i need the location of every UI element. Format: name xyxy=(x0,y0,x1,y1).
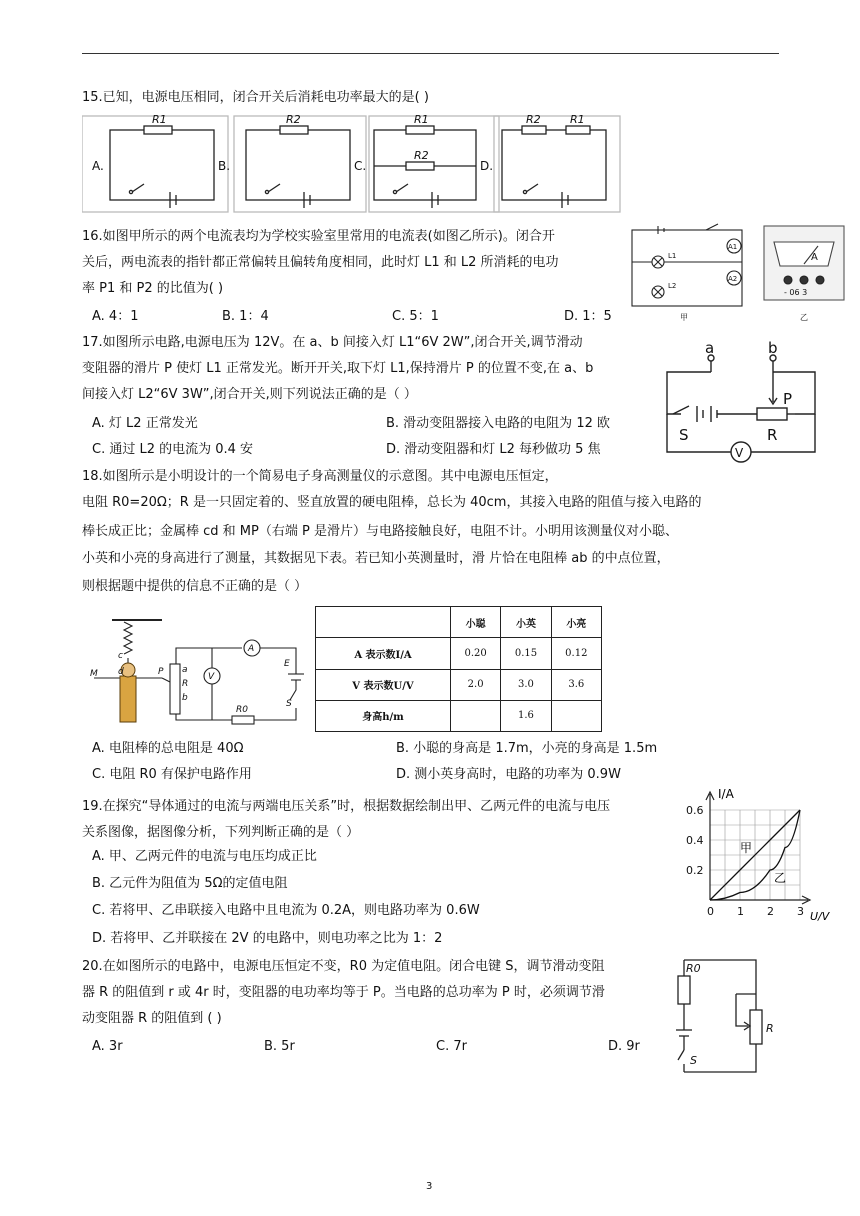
table-cell xyxy=(450,700,500,731)
series-label-yi: 乙 xyxy=(774,871,787,885)
x-tick-label: 3 xyxy=(797,905,804,918)
q18-option-d: D. 测小英身高时，电路的功率为 0.9W xyxy=(396,767,621,782)
q15-c-r2-label: R2 xyxy=(414,149,429,162)
q17-option-b: B. 滑动变阻器接入电路的电阻为 12 欧 xyxy=(386,416,610,431)
q19-option-b: B. 乙元件为阻值为 5Ω的定值电阻 xyxy=(92,876,288,891)
q15-a-r1-label: R1 xyxy=(152,113,167,126)
q19-line-2: 关系图像，据图像分析，下列判断正确的是（ ） xyxy=(82,825,360,840)
q15-circuit-diagrams xyxy=(82,112,622,218)
q17-option-d: D. 滑动变阻器和灯 L2 每秒做功 5 焦 xyxy=(386,442,601,457)
q16-figures xyxy=(628,222,848,324)
q18-line-5: 则根据题中提供的信息不正确的是（ ） xyxy=(82,579,308,594)
q18-rod-b: b xyxy=(182,693,188,703)
table-cell: A 表示数I/A xyxy=(316,638,451,669)
table-row xyxy=(316,669,602,700)
table-header-cell: 小英 xyxy=(501,607,551,638)
q15-option-b: B. xyxy=(218,159,231,173)
q16-meter-a-label: A xyxy=(811,252,818,263)
table-cell: 1.6 xyxy=(501,700,551,731)
q16-option-c: C. 5：1 xyxy=(392,309,439,324)
q18-label-c: c xyxy=(118,651,123,661)
q18-data-table xyxy=(315,606,602,732)
table-row xyxy=(316,607,602,638)
q15-d-r2-label: R2 xyxy=(526,113,541,126)
q16-option-d: D. 1：5 xyxy=(564,309,612,324)
q15-option-a: A. xyxy=(92,159,104,173)
y-tick-label: 0.4 xyxy=(686,834,704,847)
q18-line-1: 18.如图所示是小明设计的一个简易电子身高测量仪的示意图。其中电源电压恒定， xyxy=(82,469,558,484)
q16-option-b: B. 1：4 xyxy=(222,309,269,324)
q20-stem xyxy=(82,954,682,1032)
q18-voltmeter-v: V xyxy=(208,672,215,682)
q16-l2-label: L2 xyxy=(668,282,677,290)
q19-stem xyxy=(82,794,682,846)
series-label-jia: 甲 xyxy=(740,841,753,855)
q16-meter-scale: - 06 3 xyxy=(784,288,808,297)
q16-line-3: 率 P1 和 P2 的比值为( ) xyxy=(82,281,224,296)
q18-option-a: A. 电阻棒的总电阻是 40Ω xyxy=(92,741,244,756)
table-row xyxy=(316,700,602,731)
q17-terminal-b: b xyxy=(768,340,778,357)
q19-iu-chart xyxy=(684,784,840,926)
q19-option-d: D. 若将甲、乙并联接在 2V 的电路中，则电功率之比为 1：2 xyxy=(92,931,443,946)
x-axis-label: U/V xyxy=(810,910,830,923)
q20-option-a: A. 3r xyxy=(92,1039,123,1054)
table-cell: 0.15 xyxy=(501,638,551,669)
q18-label-m: M xyxy=(90,669,98,679)
q19-line-1: 19.在探究“导体通过的电流与两端电压关系”时，根据数据绘制出甲、乙两元件的电流与电压 xyxy=(82,799,611,814)
q20-s-label: S xyxy=(690,1054,697,1067)
table-cell: 身高h/m xyxy=(316,700,451,731)
page-number: 3 xyxy=(426,1181,433,1192)
y-tick-label: 0.6 xyxy=(686,804,704,817)
q17-resistor-r: R xyxy=(767,426,778,444)
q18-source-e: E xyxy=(284,659,290,669)
table-cell: 2.0 xyxy=(450,669,500,700)
q20-line-3: 动变阻器 R 的阻值到 ( ) xyxy=(82,1011,222,1026)
table-header-cell xyxy=(316,607,451,638)
q20-line-1: 20.在如图所示的电路中，电源电压恒定不变，R0 为定值电阻。闭合电键 S，调节滑动变阻 xyxy=(82,959,605,974)
table-header-cell: 小亮 xyxy=(551,607,601,638)
q17-line-2: 变阻器的滑片 P 使灯 L1 正常发光。断开开关,取下灯 L1,保持滑片 P 的位置不变,在 a、b xyxy=(82,361,594,376)
q16-fig-yi: 乙 xyxy=(800,313,808,322)
table-cell: V 表示数U/V xyxy=(316,669,451,700)
q16-a2-label: A2 xyxy=(728,275,738,283)
table-row xyxy=(316,638,602,669)
q16-stem xyxy=(82,224,642,302)
q17-terminal-a: a xyxy=(705,340,715,357)
q18-switch-s: S xyxy=(286,699,292,709)
table-cell: 0.20 xyxy=(450,638,500,669)
q18-line-3: 棒长成正比；金属棒 cd 和 MP（右端 P 是滑片）与电路接触良好，电阻不计。小明用该测量仪对小聪、 xyxy=(82,524,678,539)
q15-stem: 15.已知，电源电压相同，闭合开关后消耗电功率最大的是( ) xyxy=(82,90,429,105)
q17-line-1: 17.如图所示电路,电源电压为 12V。在 a、b 间接入灯 L1“6V 2W”,闭合开关,调节滑动 xyxy=(82,335,583,350)
q18-rod-a: a xyxy=(182,665,188,675)
q17-option-c: C. 通过 L2 的电流为 0.4 安 xyxy=(92,442,254,457)
q20-line-2: 器 R 的阻值到 r 或 4r 时，变阻器的电功率均等于 P。当电路的总功率为 P 时，必须调节滑 xyxy=(82,985,605,1000)
q16-line-1: 16.如图甲所示的两个电流表均为学校实验室里常用的电流表(如图乙所示)。闭合开 xyxy=(82,229,555,244)
q18-height-meter-diagram xyxy=(82,616,310,734)
q20-circuit-diagram xyxy=(674,954,774,1084)
q15-c-r1-label: R1 xyxy=(414,113,429,126)
q19-option-a: A. 甲、乙两元件的电流与电压均成正比 xyxy=(92,849,317,864)
q18-line-2: 电阻 R0=20Ω；R 是一只固定着的、竖直放置的硬电阻棒，总长为 40cm，其接入电路的阻值与接入电路的 xyxy=(82,495,702,510)
q16-option-a: A. 4：1 xyxy=(92,309,139,324)
q17-circuit-diagram xyxy=(655,340,825,468)
q18-option-c: C. 电阻 R0 有保护电路作用 xyxy=(92,767,252,782)
q20-r0-label: R0 xyxy=(686,962,701,975)
q15-option-c: C. xyxy=(354,159,367,173)
q17-voltmeter-v: V xyxy=(735,446,744,460)
table-cell: 0.12 xyxy=(551,638,601,669)
table-cell xyxy=(551,700,601,731)
y-tick-label: 0.2 xyxy=(686,864,704,877)
q20-option-d: D. 9r xyxy=(608,1039,640,1054)
q17-option-a: A. 灯 L2 正常发光 xyxy=(92,416,198,431)
x-tick-label: 1 xyxy=(737,905,744,918)
q20-option-b: B. 5r xyxy=(264,1039,295,1054)
x-tick-label: 0 xyxy=(707,905,714,918)
q18-ammeter-a: A xyxy=(248,644,255,654)
q20-r-label: R xyxy=(766,1022,774,1035)
q17-switch-s: S xyxy=(679,426,689,444)
q16-line-2: 关后，两电流表的指针都正常偏转且偏转角度相同，此时灯 L1 和 L2 所消耗的电功 xyxy=(82,255,559,270)
q18-label-d: d xyxy=(118,667,124,677)
q16-a1-label: A1 xyxy=(728,243,738,251)
q18-rod-r: R xyxy=(182,679,189,689)
q18-option-b: B. 小聪的身高是 1.7m，小亮的身高是 1.5m xyxy=(396,741,658,756)
table-cell: 3.0 xyxy=(501,669,551,700)
q19-option-c: C. 若将甲、乙串联接入电路中且电流为 0.2A，则电路功率为 0.6W xyxy=(92,903,480,918)
table-cell: 3.6 xyxy=(551,669,601,700)
q17-stem xyxy=(82,330,642,408)
q17-line-3: 间接入灯 L2“6V 3W”,闭合开关,则下列说法正确的是（ ） xyxy=(82,387,417,402)
q15-d-r1-label: R1 xyxy=(570,113,585,126)
q18-line-4: 小英和小亮的身高进行了测量，其数据见下表。若已知小英测量时，滑 片恰在电阻棒 ab 的中点位置， xyxy=(82,551,670,566)
q15-option-d: D. xyxy=(480,159,494,173)
x-tick-label: 2 xyxy=(767,905,774,918)
q18-resistor-r0: R0 xyxy=(236,705,248,715)
q20-option-c: C. 7r xyxy=(436,1039,467,1054)
q16-l1-label: L1 xyxy=(668,252,677,260)
q18-label-p: P xyxy=(158,667,164,677)
q16-fig-jia: 甲 xyxy=(680,313,688,322)
header-rule xyxy=(82,53,779,54)
y-axis-label: I/A xyxy=(718,787,734,801)
table-header-cell: 小聪 xyxy=(450,607,500,638)
q17-slider-p: P xyxy=(783,390,793,408)
person-figure xyxy=(120,676,136,722)
q15-b-r2-label: R2 xyxy=(286,113,301,126)
